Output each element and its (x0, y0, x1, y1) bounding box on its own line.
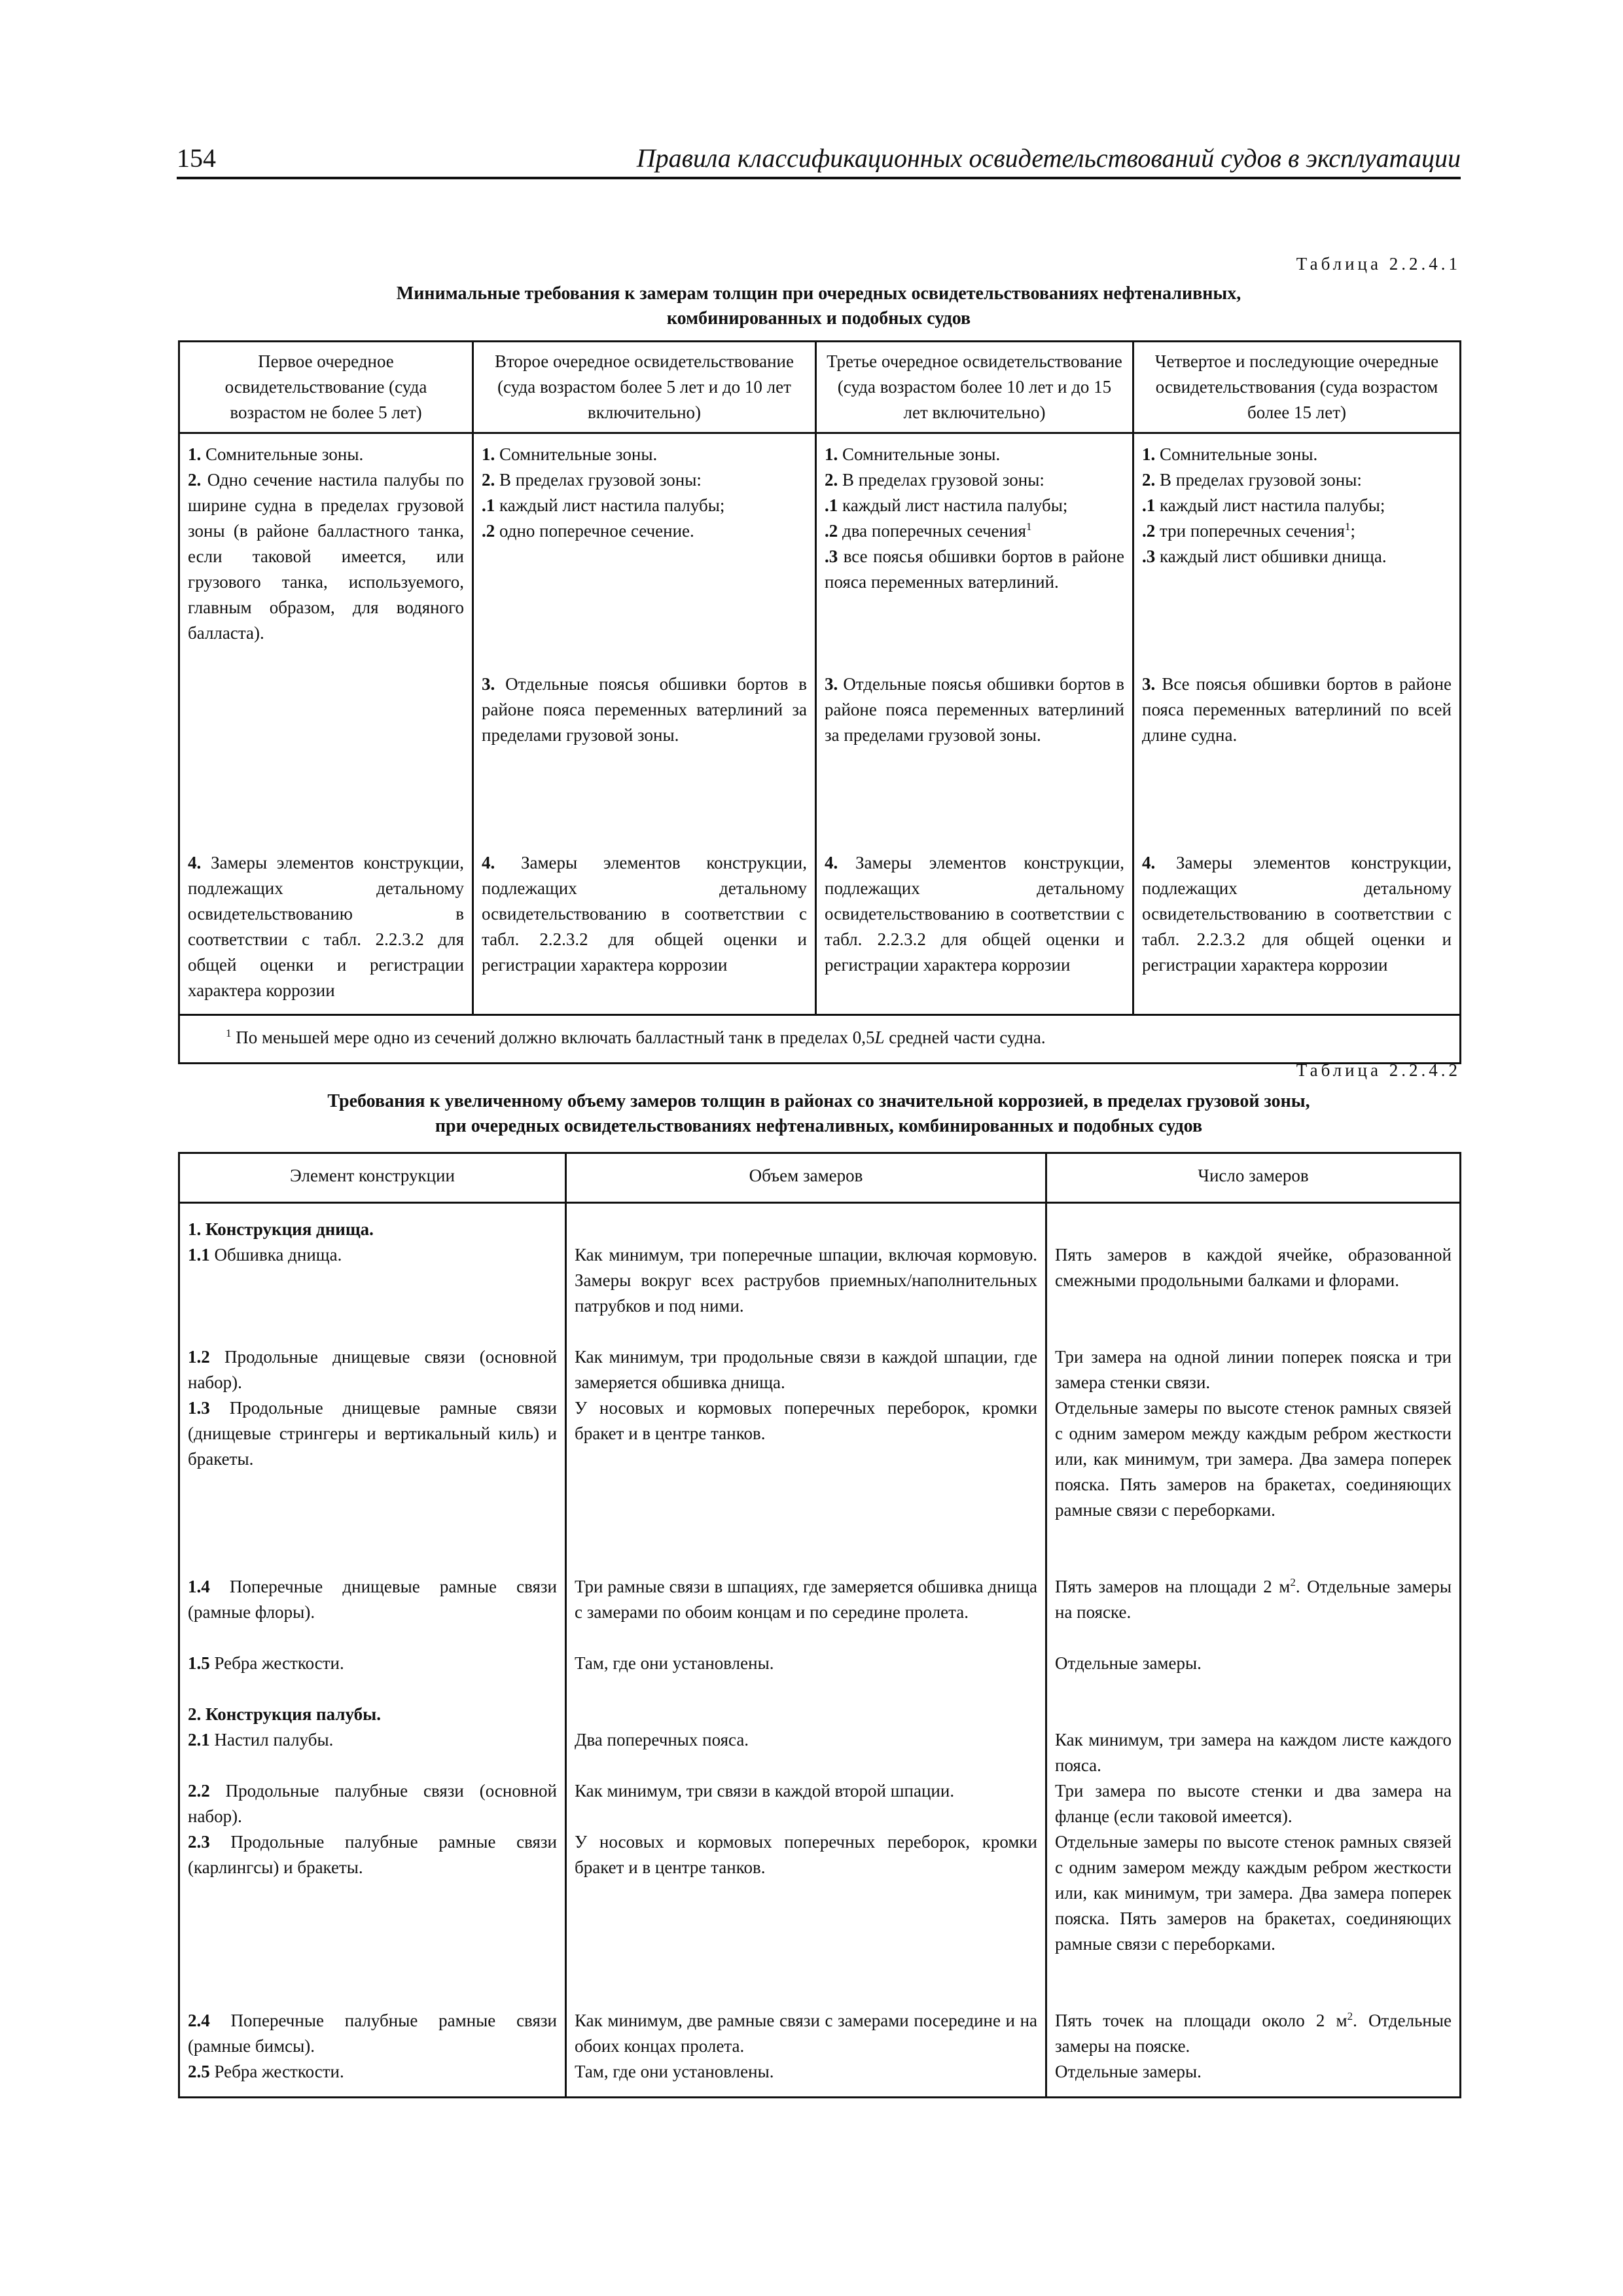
table2-element: 1.2 Продольные днищевые связи (основной набор). (188, 1347, 557, 1392)
table1-col1: 1. Сомнительные зоны. 2. Одно сечение настила палубы по ширине судна в пределах грузовой зоны (в районе балластного танка, если таковой имеется, или грузового танка, используемого, главным образом, для водяного балласта). 4. Замеры элементов конструкции, подлежащих детальному освидетельствованию в соответствии с табл. 2.2.3.2 для общей оценки и регистрации характера коррозии (179, 433, 473, 1015)
table2-scope: У носовых и кормовых поперечных переборок, кромки бракет и в центре танков. (575, 1832, 1037, 1877)
table2-label: Таблица 2.2.4.2 (1296, 1060, 1461, 1080)
table1-header-cell: Четвертое и последующие очередные освидетельствования (суда возрастом более 15 лет) (1133, 342, 1461, 433)
table2-header-row (179, 1153, 1461, 1203)
table2-scope: Как минимум, три связи в каждой второй шпации. (575, 1781, 955, 1801)
table2-element: 1.3 Продольные днищевые рамные связи (днищевые стрингеры и вертикальный киль) и бракеты. (188, 1398, 557, 1469)
table2-count: Отдельные замеры по высоте стенок рамных связей с одним замером между каждым ребром жесткости или, как минимум, три замера. Два замера поперек пояска. Пять замеров на бракетах, соединяющих рамные связи с переборками. (1055, 1832, 1452, 1954)
table2-header-cell: Число замеров (1046, 1153, 1461, 1203)
table2-count: Как минимум, три замера на каждом листе каждого пояса. (1055, 1730, 1452, 1775)
page-header (177, 139, 1461, 179)
table2-count: Три замера по высоте стенки и два замера на фланце (если таковой имеется). (1055, 1781, 1452, 1826)
table2-scope: У носовых и кормовых поперечных переборок, кромки бракет и в центре танков. (575, 1398, 1037, 1443)
table1-footnote-row (179, 1015, 1461, 1064)
table1-body-row (179, 433, 1461, 1015)
table2-element: 1.5 Ребра жесткости. (188, 1653, 344, 1673)
table1-footnote: $^1$ По меньшей мере одно из сечений должно включать балластный танк в пределах 0,5L средней части судна. (179, 1015, 1461, 1064)
table2-count: Пять замеров в каждой ячейке, образованной смежными продольными балками и флорами. (1055, 1245, 1452, 1290)
table1-title: Минимальные требования к замерам толщин при очередных освидетельствованиях нефтеналивных, комбинированных и подобных судов (396, 283, 1241, 329)
table2-title: Требования к увеличенному объему замеров толщин в районах со значительной коррозией, в пределах грузовой зоны, при очередных освидетельствованиях нефтеналивных, комбинированных и подобных судов (327, 1091, 1310, 1136)
table2-element: 2.2 Продольные палубные связи (основной набор). (188, 1781, 557, 1826)
table1-col3: 1. Сомнительные зоны. 2. В пределах грузовой зоны: .1 каждый лист настила палубы; .2 два поперечных сечения$^1$ .3 все поясья обшивки бортов в районе пояса переменных ватерлиний. 3. Отдельные поясья обшивки бортов в районе пояса переменных ватерлиний за пределами грузовой зоны. 4. Замеры элементов конструкции, подлежащих детальному освидетельствованию в соответствии с табл. 2.2.3.2 для общей оценки и регистрации характера коррозии (816, 433, 1133, 1015)
table1-col2: 1. Сомнительные зоны. 2. В пределах грузовой зоны: .1 каждый лист настила палубы; .2 одно поперечное сечение. 3. Отдельные поясья обшивки бортов в районе пояса переменных ватерлиний за пределами грузовой зоны. 4. Замеры элементов конструкции, подлежащих детальному освидетельствованию в соответствии с табл. 2.2.3.2 для общей оценки и регистрации характера коррозии (473, 433, 816, 1015)
table1-header-cell: Первое очередное освидетельствование (суда возрастом не более 5 лет) (179, 342, 473, 433)
table2-count: Отдельные замеры. (1055, 2062, 1202, 2081)
header-rule (177, 177, 1461, 179)
table2-body-row (179, 1203, 1461, 2098)
table2-scope: Там, где они установлены. (575, 2062, 774, 2081)
table2-count: Отдельные замеры. (1055, 1653, 1202, 1673)
running-title: Правила классификационных освидетельствований судов в эксплуатации (636, 143, 1461, 173)
table2-count-col (1046, 1203, 1461, 2098)
table2-element: 1.4 Поперечные днищевые рамные связи (рамные флоры). (188, 1577, 557, 1622)
table2-scope: Как минимум, три продольные связи в каждой шпации, где замеряется обшивка днища. (575, 1347, 1037, 1392)
table2 (178, 1152, 1461, 2098)
table2-count: Отдельные замеры по высоте стенок рамных связей с одним замером между каждым ребром жесткости или, как минимум, три замера. Два замера поперек пояска. Пять замеров на бракетах, соединяющих рамные связи с переборками. (1055, 1398, 1452, 1520)
table2-scope: Два поперечных пояса. (575, 1730, 749, 1749)
page-number: 154 (177, 143, 216, 173)
table2-element: 2.1 Настил палубы. (188, 1730, 334, 1749)
table1-label: Таблица 2.2.4.1 (1296, 254, 1461, 274)
table1-header-cell: Второе очередное освидетельствование (суда возрастом более 5 лет и до 10 лет включительно) (473, 342, 816, 433)
table2-element: 1.1 Обшивка днища. (188, 1245, 342, 1265)
table2-count: Пять замеров на площади 2 $м^2$. Отдельные замеры на пояске. (1055, 1576, 1452, 1622)
table2-scope: Как минимум, две рамные связи с замерами посередине и на обоих концах пролета. (575, 2011, 1037, 2056)
table1-header-cell: Третье очередное освидетельствование (суда возрастом более 10 лет и до 15 лет включительно) (816, 342, 1133, 433)
table1-header-row (179, 342, 1461, 433)
table2-element: 2.5 Ребра жесткости. (188, 2062, 344, 2081)
table2-count: Пять точек на площади около 2 $м^2$. Отдельные замеры на пояске. (1055, 2010, 1452, 2056)
section-heading: 2. Конструкция палубы. (188, 1704, 381, 1724)
table1 (178, 340, 1461, 1064)
table2-element: 2.4 Поперечные палубные рамные связи (рамные бимсы). (188, 2011, 557, 2056)
section-heading: 1. Конструкция днища. (188, 1219, 374, 1239)
table2-element-col (179, 1203, 566, 2098)
table2-header-cell: Объем замеров (566, 1153, 1046, 1203)
table2-header-cell: Элемент конструкции (179, 1153, 566, 1203)
table2-count: Три замера на одной линии поперек пояска и три замера стенки связи. (1055, 1347, 1452, 1392)
table2-scope-col (566, 1203, 1046, 2098)
table2-element: 2.3 Продольные палубные рамные связи (карлингсы) и бракеты. (188, 1832, 557, 1877)
table2-scope: Там, где они установлены. (575, 1653, 774, 1673)
table1-col4: 1. Сомнительные зоны. 2. В пределах грузовой зоны: .1 каждый лист настила палубы; .2 три поперечных сечения$^1$; .3 каждый лист обшивки днища. 3. Все поясья обшивки бортов в районе пояса переменных ватерлиний по всей длине судна. 4. Замеры элементов конструкции, подлежащих детальному освидетельствованию в соответствии с табл. 2.2.3.2 для общей оценки и регистрации характера коррозии (1133, 433, 1461, 1015)
table2-scope: Как минимум, три поперечные шпации, включая кормовую. Замеры вокруг всех раструбов приемных/наполнительных патрубков и под ними. (575, 1245, 1037, 1316)
table2-scope: Три рамные связи в шпациях, где замеряется обшивка днища с замерами по обоим концам и по середине пролета. (575, 1577, 1037, 1622)
